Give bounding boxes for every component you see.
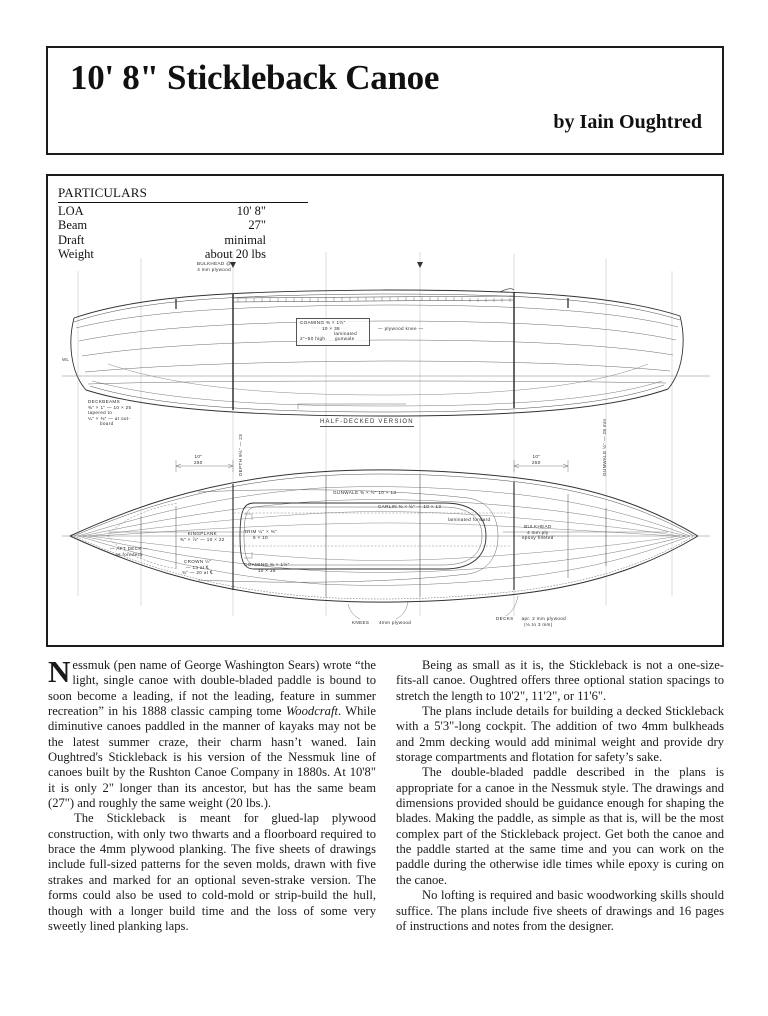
particulars-table <box>58 185 308 262</box>
paragraph: The double-bladed paddle described in the plans is appropriate for a canoe in the Nessmuk style. The drawings and dimensions provided should be guidance enough for shaping the blades. Making the paddle, as simple as that is, will be the most complex part of the Stickleback project. Get both the canoe and the paddle started at the same time and you can work on the paddle during the otherwise idle times while epoxy is curing on the canoe. <box>396 765 724 887</box>
annotation-deckbeams: DECKBEAMS ⅜" × 1" — 10 × 25 tapered to ¼" × ⅜" — at out- board <box>88 399 132 427</box>
annotation-laminated-forward: laminated forward <box>448 517 491 522</box>
annotation-bulkhead-profile: BULKHEAD @ 4 mm plywood <box>197 261 232 272</box>
particulars-value: 27" <box>248 218 266 233</box>
particulars-label: Beam <box>58 218 88 233</box>
particulars-value: 10' 8" <box>236 204 266 218</box>
annotation-kingplank: KINGPLANK ⅜" × ⅞" — 10 × 22 <box>180 531 225 542</box>
table-row <box>58 204 308 218</box>
paragraph: Being as small as it is, the Stickleback is not a one-size-fits-all canoe. Oughtred offers three optional station spacings to stretch the length to 10'2", 11'2", or 11'6". <box>396 658 724 703</box>
particulars-label: Draft <box>58 232 85 247</box>
table-row <box>58 247 308 261</box>
paragraph: The plans include details for building a decked Stickleback with a 5'3"-long cockpit. The addition of two 4mm bulkheads and 2mm decking would add minimal weight and provide dry storage compartments and flotation for safety’s sake. <box>396 704 724 765</box>
annotation-knees: KNEES 4mm plywood <box>352 620 412 625</box>
annotation-decks: DECKS apr. 2 mm plywood (⅛ to 3 mm) <box>496 616 567 627</box>
annotation-depth-dimension: DEPTH 9½" — 23 <box>238 433 243 476</box>
drop-cap: N <box>48 654 71 689</box>
annotation-dim-left: 10" 250 <box>194 454 203 465</box>
annotation-version-label: HALF-DECKED VERSION <box>320 419 414 425</box>
waterline-label: WL <box>62 357 69 362</box>
annotation-coaming-plan: COAMING ⅜ × 1½" 10 × 38 <box>244 562 290 573</box>
annotation-trim: TRIM ¼" × ⅜" 6 × 10 <box>244 529 277 540</box>
plan-drawing-block <box>46 174 724 647</box>
paragraph: No lofting is required and basic woodworking skills should suffice. The plans include five sheets of drawings and 16 pages of instructions and notes from the designer. <box>396 888 724 933</box>
table-row <box>58 218 308 232</box>
annotation-aft-deck: — AFT DECK — as foredeck <box>110 546 149 557</box>
article-column-left <box>48 654 376 934</box>
annotation-coaming-profile: COAMING ⅜ × 1½" 10 × 38 laminated <box>300 320 358 337</box>
particulars-value: minimal <box>224 232 266 247</box>
annotation-crown: CROWN ½" — 13 at ℄ ¾" — 20 at ℄ <box>182 559 214 576</box>
article-body <box>48 654 724 1003</box>
annotation-plywood-knee: — plywood knee — <box>378 326 424 331</box>
annotation-carlin-plan: CARLIN ⅜ × ½" — 10 × 13 <box>378 504 442 509</box>
particulars-heading: PARTICULARS <box>58 185 308 203</box>
annotation-dim-right: 10" 250 <box>532 454 541 465</box>
paragraph <box>48 654 376 811</box>
paragraph-text: essmuk (pen name of George Washington Sears) wrote “the light, single canoe with double-bladed paddle is bound to soon become a leading, if not the leading, feature in summer recreation” in his 1888 classic camping tome <box>48 658 376 719</box>
author-byline: by Iain Oughtred <box>553 111 702 133</box>
article-column-right <box>396 658 724 934</box>
annotation-coaming-height: 2"–50 high gunwale <box>300 336 355 341</box>
particulars-label: Weight <box>58 247 94 262</box>
particulars-label: LOA <box>58 204 84 218</box>
title-block <box>46 46 724 155</box>
annotation-gunwale-plan: GUNWALE ⅜ × ½" 10 × 13 <box>333 490 397 495</box>
annotation-bulkhead-plan: BULKHEAD 4 mm ply epoxy filleted <box>522 524 554 541</box>
particulars-value: about 20 lbs <box>204 247 266 262</box>
book-title-italic: Woodcraft <box>285 704 338 719</box>
paragraph-text: . While diminutive canoes paddled in the manner of kayaks may not be the latest summer craze, their charm hasn’t waned. Iain Oughtred's Stickleback is his version of the Nessmuk line of canoes built by the Rushton Canoe Company in 1880s. At 10'8" it is only 2" longer than its ancestor, but has the same beam (27") and roughly the same weight (20 lbs.). <box>48 704 376 811</box>
table-row <box>58 233 308 247</box>
page-title: 10' 8" Stickleback Canoe <box>70 58 440 97</box>
annotation-gunwale-dimension: GUNWALE ½" — 28 mm <box>602 418 607 476</box>
paragraph: The Stickleback is meant for glued-lap plywood construction, with only two thwarts and a floorboard required to brace the 4mm plywood planking. The five sheets of drawings include full-sized patterns for the seven molds, drawn with five strakes and marked for an optional seven-strake version. The forms could also be used to cold-mold or strip-build the hull, though with a longer build time and the loss of some very sweetly lined planking laps. <box>48 811 376 933</box>
